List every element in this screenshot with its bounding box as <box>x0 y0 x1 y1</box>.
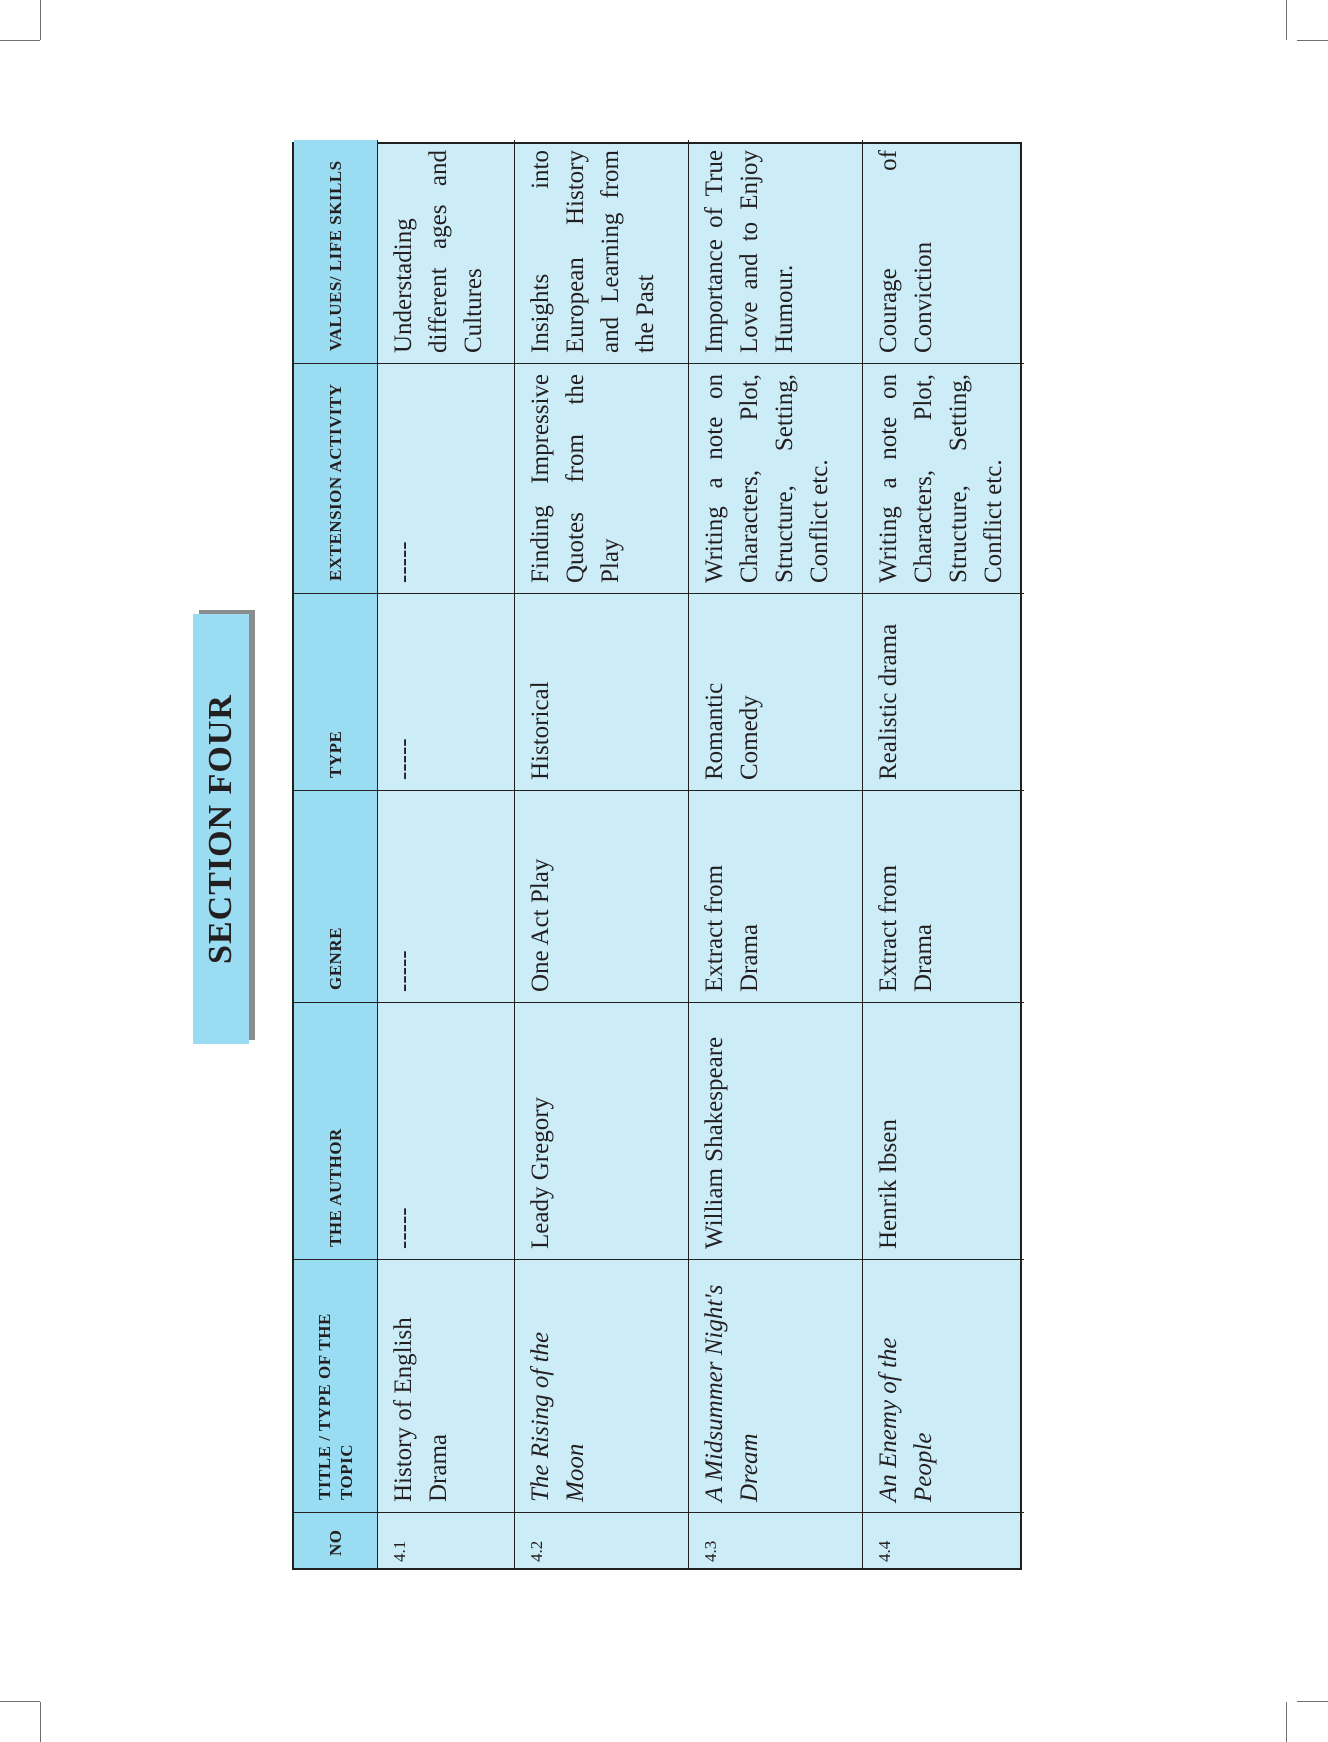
topic-title: The Rising of the Moon <box>515 1259 689 1512</box>
genre: Extract from Drama <box>689 790 863 1002</box>
values-life-skills: Understading different ages and Cultures <box>378 140 515 363</box>
extension-activity: ----- <box>378 363 515 593</box>
type: Romantic Comedy <box>689 593 863 790</box>
row-number: 4.4 <box>863 1512 1024 1568</box>
values-life-skills: Importance of True Love and to Enjoy Humour. <box>689 140 863 363</box>
values-life-skills: Insights into European History and Learning from the Past <box>515 140 689 363</box>
syllabus-table-wrapper <box>292 142 1022 1570</box>
syllabus-table <box>292 142 1022 1570</box>
header-genre: GENRE <box>294 790 378 1002</box>
crop-mark <box>1286 1702 1287 1742</box>
type: Realistic drama <box>863 593 1024 790</box>
crop-mark <box>1297 40 1328 41</box>
row-number: 4.1 <box>378 1512 515 1568</box>
crop-mark <box>40 1702 41 1742</box>
genre: Extract from Drama <box>863 790 1024 1002</box>
extension-activity: Writing a note on Characters, Plot, Structure, Setting, Conflict etc. <box>863 363 1024 593</box>
header-title: TITLE / TYPE OF THE TOPIC <box>294 1259 378 1512</box>
row-number: 4.3 <box>689 1512 863 1568</box>
author: Leady Gregory <box>515 1002 689 1259</box>
type: Historical <box>515 593 689 790</box>
genre: One Act Play <box>515 790 689 1002</box>
values-life-skills: Courage of Conviction <box>875 150 937 353</box>
extension-activity: Finding Impressive Quotes from the Play <box>515 363 689 593</box>
author: William Shakespeare <box>689 1002 863 1259</box>
row-number: 4.2 <box>515 1512 689 1568</box>
crop-mark <box>40 0 41 40</box>
header-type: TYPE <box>294 593 378 790</box>
author: ----- <box>378 1002 515 1259</box>
header-no: NO <box>294 1512 378 1568</box>
header-values: VALUES/ LIFE SKILLS <box>294 140 378 363</box>
extension-activity: Writing a note on Characters, Plot, Structure, Setting, Conflict etc. <box>689 363 863 593</box>
crop-mark <box>0 1701 40 1702</box>
header-author: THE AUTHOR <box>294 1002 378 1259</box>
author: Henrik Ibsen <box>863 1002 1024 1259</box>
topic-title: History of English Drama <box>378 1259 515 1512</box>
genre: ----- <box>378 790 515 1002</box>
crop-mark <box>0 40 40 41</box>
section-title: SECTION FOUR <box>202 694 239 964</box>
header-extension: EXTENSION ACTIVITY <box>294 363 378 593</box>
crop-mark <box>1286 0 1287 40</box>
topic-title: A Midsummer Night's Dream <box>689 1259 863 1512</box>
type: ----- <box>378 593 515 790</box>
topic-title: An Enemy of the People <box>863 1259 1024 1512</box>
crop-mark <box>1297 1701 1328 1702</box>
